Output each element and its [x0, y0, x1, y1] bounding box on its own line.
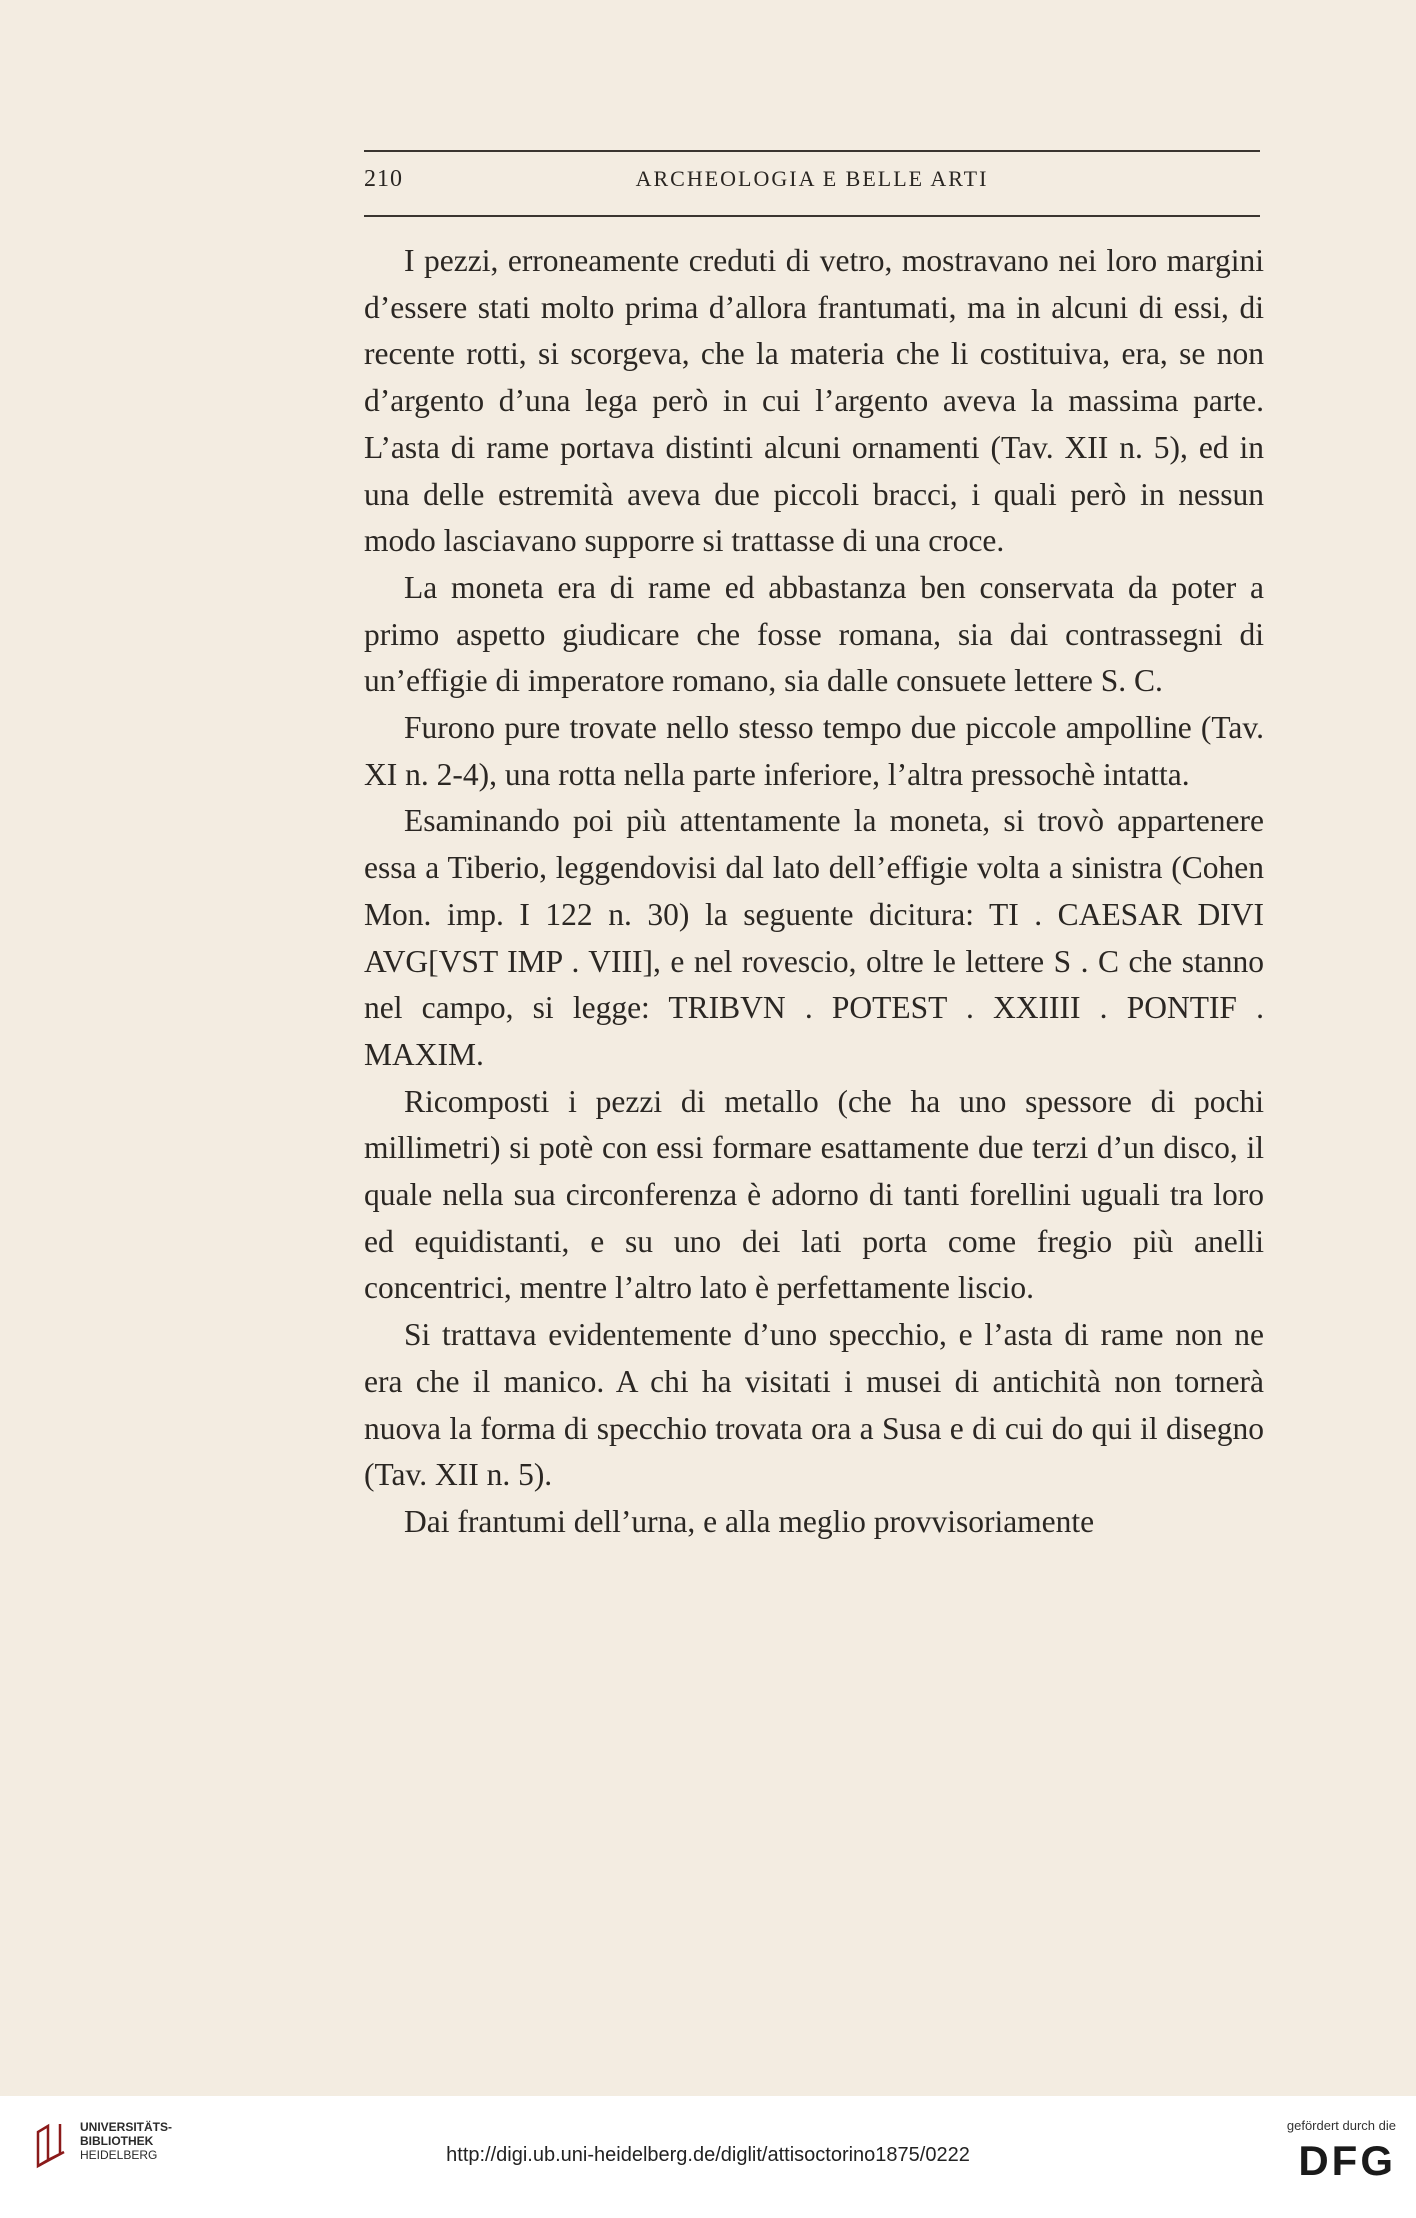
paragraph: Esaminando poi più attentamente la moneta, si trovò appartenere essa a Tiberio, leggendovisi dal lato dell’effigie volta a sinistra (Cohen Mon. imp. I 122 n. 30) la seguente dicitura: TI . CAESAR DIVI AVG[VST IMP . VIII], e nel rovescio, oltre le lettere S . C che stanno nel campo, si legge: TRIBVN . POTEST . XXIIII . PONTIF . MAXIM.	[364, 803, 1264, 1072]
paragraph: Dai frantumi dell’urna, e alla meglio provvisoriamente	[404, 1503, 1095, 1539]
paragraph: Ricomposti i pezzi di metallo (che ha uno spessore di pochi millimetri) si potè con essi formare esattamente due terzi d’un disco, il quale nella sua circonferenza è adorno di tanti forellini uguali tra loro ed equidistanti, e su uno dei lati porta come fregio più anelli concentrici, mentre l’altro lato è perfettamente liscio.	[364, 1083, 1264, 1306]
paragraph: Furono pure trovate nello stesso tempo due piccole ampolline (Tav. XI n. 2-4), una rotta nella parte inferiore, l’altra pressochè intatta.	[364, 710, 1264, 792]
footer-bar	[0, 2096, 1416, 2218]
running-title: ARCHEOLOGIA E BELLE ARTI	[635, 166, 989, 191]
funding-text: gefördert durch die	[1286, 2118, 1396, 2133]
paragraph: I pezzi, erroneamente creduti di vetro, mostravano nei loro margini d’essere stati molto prima d’allora frantumati, ma in alcuni di essi, di recente rotti, si scorgeva, che la materia che li costituiva, era, se non d’argento d’una lega però in cui l’argento aveva la massima parte. L’asta di rame portava distinti alcuni ornamenti (Tav. XII n. 5), ed in una delle estremità aveva due piccoli bracci, i quali però in nessun modo lasciavano supporre si trattasse di una croce.	[364, 243, 1264, 559]
permalink[interactable]: http://digi.ub.uni-heidelberg.de/diglit/attisoctorino1875/0222	[446, 2144, 970, 2166]
library-name-line: BIBLIOTHEK	[80, 2134, 154, 2148]
library-name-line: HEIDELBERG	[80, 2148, 158, 2162]
paragraph: Si trattava evidentemente d’uno specchio, e l’asta di rame non ne era che il manico. A chi ha visitati i musei di antichità non tornerà nuova la forma di specchio trovata ora a Susa e di cui do qui il disegno (Tav. XII n. 5).	[364, 1317, 1264, 1493]
header-top-rule	[364, 150, 1260, 152]
page-number: 210	[364, 166, 403, 192]
dfg-logo[interactable]: DFG	[1298, 2137, 1396, 2184]
running-head	[364, 166, 1260, 206]
body-text	[364, 238, 1264, 1546]
paragraph: La moneta era di rame ed abbastanza ben conservata da poter a primo aspetto giudicare che fosse romana, sia dai contrassegni di un’effigie di imperatore romano, sia dalle consuete lettere S. C.	[364, 569, 1264, 699]
funding-credit	[1246, 2118, 1396, 2208]
header-bottom-rule	[364, 215, 1260, 217]
library-name-line: UNIVERSITÄTS-	[80, 2120, 173, 2134]
